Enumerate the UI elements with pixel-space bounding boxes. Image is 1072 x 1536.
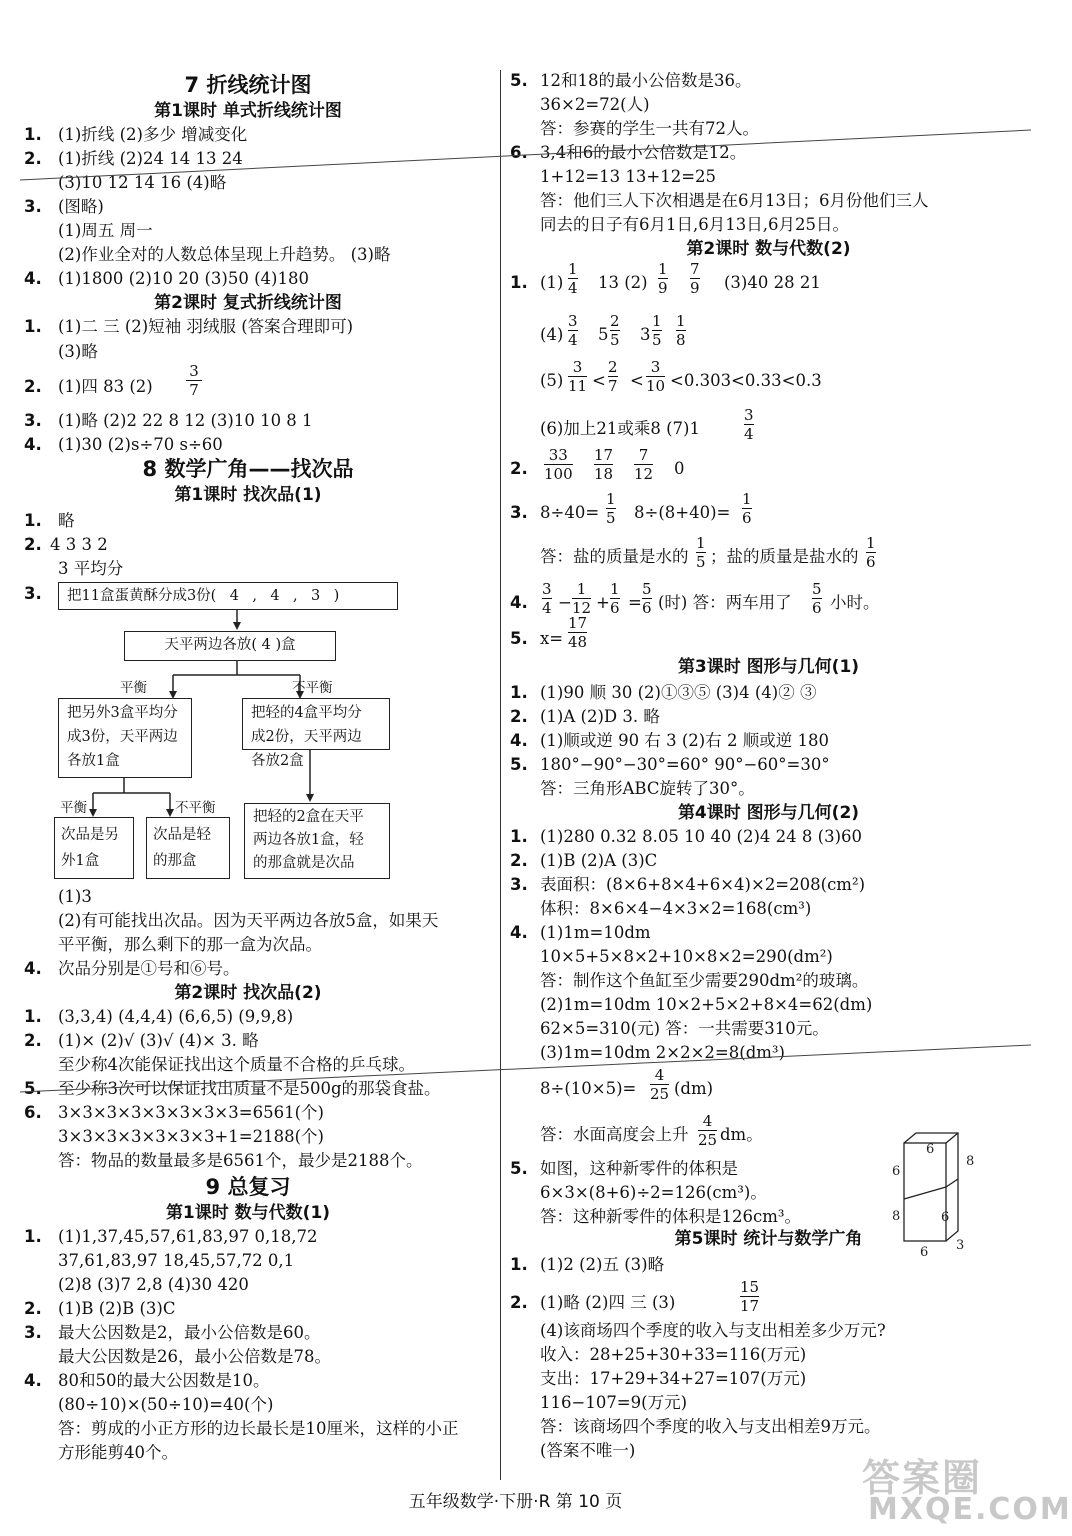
item-number: 1.: [510, 827, 528, 846]
item-number: 5.: [510, 71, 528, 90]
answer-line: 答：物品的数量最多是6561个，最少是2188个。: [58, 1151, 423, 1170]
item-number: 1.: [24, 511, 42, 530]
answer-text: 答：水面高度会上升: [540, 1125, 689, 1144]
answer-text: (6)加上21或乘8 (7)1: [540, 419, 700, 438]
fraction-numerator: 3: [650, 358, 661, 376]
answer-line: (80÷10)×(50÷10)=40(个): [58, 1395, 274, 1414]
answer-text: 答：盐的质量是水的: [540, 547, 689, 566]
answer-line: 平平衡，那么剩下的那一盒为次品。: [58, 935, 322, 954]
fraction-numerator: 17: [594, 446, 614, 464]
answer-text: ；盐的质量是盐水的: [710, 547, 859, 566]
answer-line: 最大公因数是26，最小公倍数是78。: [58, 1347, 331, 1366]
answer-line: 37,61,83,97 18,45,57,72 0,1: [58, 1251, 295, 1270]
answer-line: (1)四 83 (2): [58, 377, 153, 396]
fraction-numerator: 1: [696, 534, 706, 552]
item-number: 3.: [24, 411, 42, 430]
fraction-denominator: 4: [744, 425, 754, 443]
fraction-denominator: 5: [610, 331, 620, 349]
fraction: 3 7: [186, 362, 202, 399]
item-number: 3.: [510, 875, 528, 894]
answer-line: 略: [58, 511, 75, 530]
lesson-title: 第2课时 找次品(2): [174, 983, 322, 1003]
answer-line: 体积：8×6×4−4×3×2=168(cm³): [540, 899, 812, 918]
answer-line: 3×3×3×3×3×3×3+1=2188(个): [58, 1127, 324, 1146]
answer-line: (2)1m=10dm 10×2+5×2+8×4=62(dm): [540, 995, 873, 1014]
answer-line: (1)1800 (2)10 20 (3)50 (4)180: [58, 269, 309, 288]
answer-line: 表面积：(8×6+8×4+6×4)×2=208(cm²): [540, 875, 866, 894]
item-number: 3.: [24, 197, 42, 216]
dim-label: 6: [941, 1210, 950, 1225]
answer-line: (2)有可能找出次品。因为天平两边各放5盒，如果天: [58, 911, 439, 930]
answer-line: 答：这种新零件的体积是126cm³。: [540, 1207, 801, 1226]
dim-label: 8: [966, 1154, 975, 1169]
item-number: 5.: [510, 755, 528, 774]
fraction-denominator: 100: [544, 465, 573, 483]
fraction-denominator: 11: [568, 377, 588, 395]
answer-line: 10×5+5×8×2+10×8×2=290(dm²): [540, 947, 833, 966]
answer-text: 13 (2): [598, 273, 648, 292]
answer-text: (5): [540, 371, 564, 390]
item-number: 5.: [510, 1159, 528, 1178]
answer-line: (1)30 (2)s÷70 s÷60: [58, 435, 223, 454]
answer-line: (2)8 (3)7 2,8 (4)30 420: [58, 1275, 249, 1294]
section-9-title: 9 总复习: [205, 1175, 291, 1199]
answer-text: (4): [540, 325, 564, 344]
answer-line: (1)2 (2)五 (3)略: [540, 1255, 665, 1274]
flow-box-right: 把轻的4盒平均分 成2份，天平两边 各放2盒: [242, 698, 390, 750]
answer-line: 3×3×3×3×3×3×3×3=6561(个): [58, 1103, 324, 1122]
lesson-title: 第4课时 图形与几何(2): [677, 803, 860, 823]
item-number: 5.: [510, 629, 528, 648]
answer-line: (1)B (2)B (3)C: [58, 1299, 176, 1318]
fraction-denominator: 4: [568, 279, 578, 297]
item-number: 6.: [24, 1103, 42, 1122]
answer-text: (1): [540, 273, 564, 292]
item-number: 3.: [24, 1323, 42, 1342]
fraction-denominator: 12: [572, 599, 592, 617]
answer-line: (答案不唯一): [540, 1441, 636, 1460]
item-number: 1.: [24, 125, 42, 144]
fraction-denominator: 6: [812, 599, 822, 617]
answer-line: 方形能剪40个。: [58, 1443, 178, 1462]
answer-line: 答：三角形ABC旋转了30°。: [540, 779, 755, 798]
fraction-denominator: 6: [642, 599, 652, 617]
fraction-numerator: 4: [702, 1112, 713, 1130]
answer-line: (1)1,37,45,57,61,83,97 0,18,72: [58, 1227, 318, 1246]
item-number: 4.: [24, 959, 42, 978]
fraction-denominator: 4: [542, 599, 552, 617]
item-number: 1.: [24, 1227, 42, 1246]
answer-line: (1)顺或逆 90 右 3 (2)右 2 顺或逆 180: [540, 731, 829, 750]
item-number: 2.: [24, 377, 42, 396]
fraction-numerator: 33: [548, 446, 568, 464]
answer-line: 12和18的最小公倍数是36。: [540, 71, 752, 90]
fraction-denominator: 4: [568, 331, 578, 349]
fraction-numerator: 1: [658, 260, 668, 278]
answer-line: 6×3×(8+6)÷2=126(cm³)。: [540, 1183, 767, 1202]
answer-line: (1)280 0.32 8.05 10 40 (2)4 24 8 (3)60: [540, 827, 863, 846]
fraction-numerator: 3: [568, 312, 578, 330]
answer-line: 116−107=9(万元): [540, 1393, 688, 1412]
lesson-title: 第1课时 数与代数(1): [165, 1203, 331, 1223]
answer-line: 至少称4次能保证找出这个质量不合格的乒乓球。: [58, 1055, 415, 1074]
dim-label: 6: [920, 1245, 929, 1260]
answer-line: (1)略 (2)四 三 (3): [540, 1293, 676, 1312]
watermark-logo: 答案圈: [862, 1456, 983, 1500]
page-footer: 五年级数学·下册·R 第 10 页: [408, 1492, 623, 1512]
item-number: 3.: [510, 503, 528, 522]
answer-line: (1)二 三 (2)短袖 羽绒服 (答案合理即可): [58, 317, 354, 336]
answer-line: 3,4和6的最小公倍数是12。: [540, 143, 747, 162]
flow-box-mid: 天平两边各放( 4 )盒: [124, 631, 336, 661]
item-number: 4.: [24, 1371, 42, 1390]
label-balance: 平衡: [60, 800, 87, 816]
flow-box-top: 把11盒蛋黄酥分成3份( 4 , 4 , 3 ): [58, 582, 398, 610]
label-unbalance: 不平衡: [292, 680, 333, 696]
item-number: 4.: [510, 731, 528, 750]
answer-line: (3,3,4) (4,4,4) (6,6,5) (9,9,8): [58, 1007, 294, 1026]
fraction-denominator: 25: [698, 1131, 718, 1149]
answer-line: (1)× (2)√ (3)√ (4)× 3. 略: [58, 1031, 259, 1050]
answer-line: (1)折线 (2)24 14 13 24: [58, 149, 243, 168]
answer-line: (3)略: [58, 342, 98, 361]
answer-line: 同去的日子有6月1日,6月13日,6月25日。: [540, 215, 849, 234]
item-number: 1.: [510, 683, 528, 702]
answer-line: 收入：28+25+30+33=116(万元): [540, 1345, 807, 1364]
answer-line: 答：他们三人下次相遇是在6月13日；6月份他们三人: [540, 191, 929, 210]
lesson-title: 第5课时 统计与数学广角: [674, 1229, 863, 1249]
answer-line: (1)略 (2)2 22 8 12 (3)10 10 8 1: [58, 411, 313, 430]
fraction-denominator: 5: [606, 509, 616, 527]
fraction-numerator: 5: [642, 580, 652, 598]
answer-line: (图略): [58, 197, 104, 216]
answer-line: (3)1m=10dm 2×2×2=8(dm³): [540, 1043, 785, 1062]
answer-line: 支出：17+29+34+27=107(万元): [540, 1369, 807, 1388]
item-number: 4.: [24, 269, 42, 288]
answer-line: (1)3: [58, 887, 92, 906]
item-number: 2.: [24, 1031, 42, 1050]
fraction-denominator: 17: [740, 1297, 760, 1315]
section-8-title: 8 数学广角——找次品: [142, 457, 354, 481]
section-7-title: 7 折线统计图: [184, 73, 312, 97]
lesson-title: 第2课时 数与代数(2): [686, 239, 851, 259]
answer-line: (1)B (2)A (3)C: [540, 851, 658, 870]
fraction-numerator: 7: [690, 260, 700, 278]
fraction-numerator: 1: [652, 312, 662, 330]
answer-text: (dm): [674, 1079, 714, 1098]
lesson-title: 第1课时 找次品(1): [174, 485, 322, 505]
answer-text: 8÷(8+40)=: [634, 503, 731, 522]
answer-line: 答：剪成的小正方形的边长最长是10厘米，这样的小正: [58, 1419, 459, 1438]
item-number: 4.: [510, 923, 528, 942]
item-number: 3.: [24, 584, 42, 603]
answer-line: 80和50的最大公因数是10。: [58, 1371, 270, 1390]
answer-line: 62×5=310(元) 答：一共需要310元。: [540, 1019, 829, 1038]
watermark-url: MXQE.COM: [868, 1492, 1072, 1527]
answer-line: 次品分别是①号和⑥号。: [58, 959, 240, 978]
item-number: 2.: [24, 535, 42, 554]
fraction-numerator: 1: [606, 490, 616, 508]
fraction-denominator: 5: [696, 553, 706, 571]
answer-text: 8÷(10×5)=: [540, 1079, 637, 1098]
answer-line: (1)1m=10dm: [540, 923, 651, 942]
fraction-denominator: 9: [658, 279, 668, 297]
flow-box-rr: 把轻的2盒在天平 两边各放1盒，轻 的那盒就是次品: [244, 803, 390, 879]
answer-text: <0.303<0.33<0.3: [670, 371, 822, 390]
answer-line: 最大公因数是2，最小公倍数是60。: [58, 1323, 321, 1342]
answer-line: (1)周五 周一: [58, 221, 153, 240]
answer-line: 3 平均分: [58, 559, 124, 578]
dim-label: 6: [926, 1142, 935, 1157]
fraction-denominator: 9: [690, 279, 700, 297]
fraction-denominator: 48: [568, 633, 588, 651]
fraction-denominator: 5: [652, 331, 662, 349]
answer-text: 0: [674, 459, 685, 478]
fraction-numerator: 3: [542, 580, 552, 598]
item-number: 2.: [24, 1299, 42, 1318]
fraction-denominator: 12: [634, 465, 654, 483]
fraction-numerator: 1: [742, 490, 752, 508]
fraction-numerator: 2: [610, 312, 620, 330]
item-number: 2.: [510, 459, 528, 478]
lesson-title: 第1课时 单式折线统计图: [154, 101, 342, 121]
fraction-denominator: 6: [742, 509, 752, 527]
item-number: 1.: [24, 317, 42, 336]
answer-line: (1)90 顺 30 (2)①③⑤ (3)4 (4)② ③: [540, 683, 817, 702]
answer-text: (3)40 28 21: [724, 273, 821, 292]
fraction-numerator: 3: [744, 406, 754, 424]
fraction-denominator: 8: [676, 331, 686, 349]
fraction-numerator: 1: [610, 580, 620, 598]
fraction-numerator: 1: [568, 260, 578, 278]
dim-label: 6: [892, 1164, 901, 1179]
answer-line: 1+12=13 13+12=25: [540, 167, 717, 186]
answer-line: (3)10 12 14 16 (4)略: [58, 173, 227, 192]
answer-text: 小时。: [830, 593, 880, 612]
lesson-title: 第2课时 复式折线统计图: [154, 293, 342, 313]
dim-label: 3: [956, 1238, 965, 1253]
fraction-denominator: 10: [646, 377, 666, 395]
fraction-numerator: 2: [608, 358, 618, 376]
flow-box-ll: 次品是另 外1盒: [54, 817, 134, 879]
fraction-numerator: 1: [676, 312, 686, 330]
item-number: 4.: [510, 593, 528, 612]
item-number: 1.: [510, 273, 528, 292]
answer-text: 8÷40=: [540, 503, 600, 522]
fraction-denominator: 7: [608, 377, 618, 395]
answer-line: (1)折线 (2)多少 增减变化: [58, 125, 248, 144]
answer-line: (2)作业全对的人数总体呈现上升趋势。 (3)略: [58, 245, 391, 264]
answer-line: 4 3 3 2: [50, 535, 108, 554]
fraction-numerator: 15: [740, 1278, 760, 1296]
flow-box-lr: 次品是轻 的那盒: [146, 817, 230, 879]
fraction-numerator: 1: [866, 534, 876, 552]
lesson-title: 第3课时 图形与几何(1): [677, 657, 860, 677]
label-unbalance: 不平衡: [175, 800, 216, 816]
answer-line: 36×2=72(人): [540, 95, 650, 114]
fraction-numerator: 1: [576, 580, 587, 598]
answer-text: dm。: [720, 1125, 763, 1144]
fraction-numerator: 7: [638, 446, 649, 464]
item-number: 2.: [510, 1293, 528, 1312]
item-number: 1.: [510, 1255, 528, 1274]
answer-line: 答：制作这个鱼缸至少需要290dm²的玻璃。: [540, 971, 869, 990]
item-number: 2.: [24, 149, 42, 168]
answer-line: 至少称3次可以保证找出质量不是500g的那袋食盐。: [58, 1079, 441, 1098]
answer-line: 180°−90°−30°=60° 90°−60°=30°: [540, 755, 830, 774]
item-number: 2.: [510, 707, 528, 726]
answer-line: (4)该商场四个季度的收入与支出相差多少万元?: [540, 1321, 886, 1340]
fraction-numerator: 4: [654, 1066, 665, 1084]
fraction-denominator: 25: [650, 1085, 670, 1103]
item-number: 5.: [24, 1079, 42, 1098]
item-number: 4.: [24, 435, 42, 454]
answer-line: 答：参赛的学生一共有72人。: [540, 119, 759, 138]
answer-text: x=: [540, 629, 564, 648]
answer-line: 答：该商场四个季度的收入与支出相差9万元。: [540, 1417, 881, 1436]
fraction-denominator: 6: [610, 599, 620, 617]
answer-line: 如图，这种新零件的体积是: [540, 1159, 738, 1178]
fraction-denominator: 6: [866, 553, 876, 571]
label-balance: 平衡: [120, 680, 147, 696]
answer-line: (1)A (2)D 3. 略: [540, 707, 660, 726]
flow-box-left: 把另外3盒平均分 成3份，天平两边 各放1盒: [58, 698, 192, 778]
fraction-denominator: 18: [594, 465, 614, 483]
item-number: 6.: [510, 143, 528, 162]
fraction-numerator: 17: [568, 614, 588, 632]
answer-text: (时) 答：两车用了: [658, 593, 792, 612]
fraction-numerator: 5: [812, 580, 822, 598]
fraction-numerator: 3: [572, 358, 583, 376]
item-number: 2.: [510, 851, 528, 870]
dim-label: 8: [892, 1209, 901, 1224]
item-number: 1.: [24, 1007, 42, 1026]
